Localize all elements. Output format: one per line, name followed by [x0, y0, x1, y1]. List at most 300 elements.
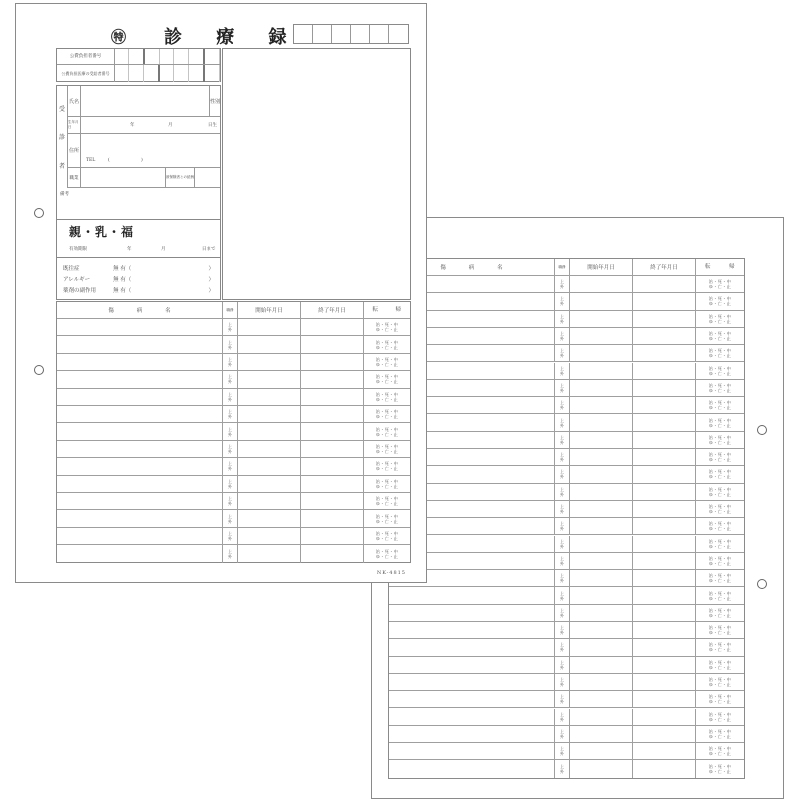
main-cell[interactable]: 上 外 [223, 371, 238, 387]
start-date-cell[interactable] [570, 518, 633, 534]
end-date-cell[interactable] [633, 363, 696, 379]
outcome-cell[interactable]: 治・死・中 ゆ・亡・止 [375, 339, 399, 350]
end-date-cell[interactable] [633, 639, 696, 655]
main-cell[interactable]: 上 外 [555, 484, 570, 500]
insurance-row[interactable] [57, 49, 220, 65]
table-row[interactable] [389, 536, 744, 553]
table-row[interactable] [389, 432, 744, 449]
table-row[interactable] [389, 657, 744, 674]
end-date-cell[interactable] [301, 389, 364, 405]
end-date-cell[interactable] [301, 406, 364, 422]
end-date-cell[interactable] [301, 319, 364, 335]
valid-period-label: 有効期限 [69, 247, 87, 252]
outcome-cell[interactable]: 治・死・中 ゆ・亡・止 [708, 728, 732, 739]
outcome-cell[interactable]: 治・死・中 ゆ・亡・止 [708, 382, 732, 393]
start-date-cell[interactable] [570, 570, 633, 586]
outcome-cell[interactable]: 治・死・中 ゆ・亡・止 [375, 443, 399, 454]
medical-history-section [56, 258, 221, 300]
table-row[interactable] [57, 389, 410, 406]
header-outcome: 転 帰 [704, 263, 735, 270]
start-date-cell[interactable] [238, 528, 301, 544]
start-date-cell[interactable] [570, 501, 633, 517]
table-header [57, 302, 410, 319]
outcome-cell[interactable]: 治・死・中 ゆ・亡・止 [375, 374, 399, 385]
main-cell[interactable]: 上 外 [555, 276, 570, 292]
table-row[interactable] [389, 345, 744, 362]
header-end-date: 終了年月日 [633, 259, 696, 275]
table-row[interactable] [57, 545, 410, 562]
side-effect-label: 薬剤の副作用 [63, 288, 97, 294]
start-date-cell[interactable] [238, 406, 301, 422]
insurance-row[interactable] [57, 65, 220, 82]
table-row[interactable] [389, 518, 744, 535]
birthdate-row[interactable] [68, 117, 220, 134]
table-row[interactable] [57, 458, 410, 475]
start-date-cell[interactable] [570, 276, 633, 292]
main-cell[interactable]: 上 外 [223, 510, 238, 526]
start-date-cell[interactable] [570, 639, 633, 655]
disease-name-cell[interactable] [389, 760, 555, 777]
start-date-cell[interactable] [238, 371, 301, 387]
name-row[interactable] [68, 86, 220, 117]
main-cell[interactable]: 上 外 [555, 397, 570, 413]
header-outcome: 転 帰 [372, 306, 402, 313]
punch-hole [34, 208, 44, 218]
main-cell[interactable]: 上 外 [223, 476, 238, 492]
main-cell[interactable]: 上 外 [223, 441, 238, 457]
start-date-cell[interactable] [570, 328, 633, 344]
end-date-cell[interactable] [633, 501, 696, 517]
start-date-cell[interactable] [238, 319, 301, 335]
main-cell[interactable]: 上 外 [223, 354, 238, 370]
punch-hole [757, 425, 767, 435]
table-row[interactable] [57, 510, 410, 527]
main-cell[interactable]: 上 外 [223, 528, 238, 544]
outcome-cell[interactable]: 治・死・中 ゆ・亡・止 [375, 461, 399, 472]
punch-hole [757, 579, 767, 589]
table-row[interactable] [389, 293, 744, 310]
main-cell[interactable]: 上 外 [555, 639, 570, 655]
end-date-cell[interactable] [301, 476, 364, 492]
start-date-cell[interactable] [570, 432, 633, 448]
outcome-cell[interactable]: 治・死・中 ゆ・亡・止 [375, 409, 399, 420]
outcome-cell[interactable]: 治・死・中 ゆ・亡・止 [375, 478, 399, 489]
main-cell[interactable]: 上 外 [555, 657, 570, 673]
end-date-cell[interactable] [633, 674, 696, 690]
disease-name-cell[interactable] [389, 726, 555, 742]
main-cell[interactable]: 上 外 [555, 709, 570, 725]
start-date-cell[interactable] [570, 363, 633, 379]
rare-disease-section [56, 220, 221, 258]
main-cell[interactable]: 上 外 [223, 493, 238, 509]
start-date-cell[interactable] [570, 691, 633, 707]
end-date-cell[interactable] [633, 726, 696, 742]
start-date-cell[interactable] [570, 605, 633, 621]
main-cell[interactable]: 上 外 [555, 674, 570, 690]
end-date-cell[interactable] [301, 423, 364, 439]
start-date-cell[interactable] [570, 380, 633, 396]
start-date-cell[interactable] [238, 354, 301, 370]
main-cell[interactable]: 上 外 [555, 691, 570, 707]
disease-table-front [56, 301, 411, 563]
main-cell[interactable]: 上 外 [223, 423, 238, 439]
end-date-cell[interactable] [301, 510, 364, 526]
clinical-notes-box[interactable] [222, 48, 411, 300]
start-date-cell[interactable] [238, 545, 301, 562]
outcome-cell[interactable]: 治・死・中 ゆ・亡・止 [708, 313, 732, 324]
start-date-cell[interactable] [570, 449, 633, 465]
outcome-cell[interactable]: 治・死・中 ゆ・亡・止 [708, 694, 732, 705]
end-date-cell[interactable] [633, 276, 696, 292]
disease-name-cell[interactable] [57, 441, 223, 457]
front-page [15, 3, 427, 583]
start-date-cell[interactable] [238, 493, 301, 509]
end-date-cell[interactable] [633, 536, 696, 552]
end-date-cell[interactable] [633, 760, 696, 777]
end-date-cell[interactable] [633, 570, 696, 586]
table-row[interactable] [57, 406, 410, 423]
month-label: 月 [161, 247, 166, 252]
disease-name-cell[interactable] [57, 319, 223, 335]
table-row[interactable] [57, 476, 410, 493]
main-cell[interactable]: 上 外 [555, 432, 570, 448]
tel-paren-open: ( [108, 158, 110, 163]
start-date-cell[interactable] [238, 389, 301, 405]
outcome-cell[interactable]: 治・死・中 ゆ・亡・止 [708, 659, 732, 670]
start-date-cell[interactable] [238, 441, 301, 457]
tel-paren-close: ) [141, 158, 143, 163]
outcome-cell[interactable]: 治・死・中 ゆ・亡・止 [708, 607, 732, 618]
main-cell[interactable]: 上 外 [555, 605, 570, 621]
outcome-cell[interactable]: 治・死・中 ゆ・亡・止 [708, 348, 732, 359]
end-date-cell[interactable] [633, 397, 696, 413]
end-date-cell[interactable] [301, 336, 364, 352]
allergy-row[interactable] [63, 275, 214, 285]
table-row[interactable] [389, 691, 744, 708]
disease-name-cell[interactable] [57, 371, 223, 387]
rare-disease-title: 親・乳・福 [69, 225, 135, 239]
start-date-cell[interactable] [570, 622, 633, 638]
disease-name-cell[interactable] [389, 639, 555, 655]
record-number-boxes[interactable] [293, 24, 409, 44]
outcome-cell[interactable]: 治・死・中 ゆ・亡・止 [708, 521, 732, 532]
outcome-cell[interactable]: 治・死・中 ゆ・亡・止 [708, 296, 732, 307]
side-effect-close: ） [208, 288, 214, 294]
end-date-cell[interactable] [301, 545, 364, 562]
outcome-cell[interactable]: 治・死・中 ゆ・亡・止 [708, 400, 732, 411]
table-row[interactable] [57, 371, 410, 388]
outcome-cell[interactable]: 治・死・中 ゆ・亡・止 [375, 530, 399, 541]
outcome-cell[interactable]: 治・死・中 ゆ・亡・止 [708, 677, 732, 688]
main-cell[interactable]: 上 外 [555, 587, 570, 603]
patient-info [56, 85, 221, 220]
start-date-cell[interactable] [238, 423, 301, 439]
main-cell[interactable]: 上 外 [555, 760, 570, 777]
outcome-cell[interactable]: 治・死・中 ゆ・亡・止 [375, 548, 399, 559]
end-date-cell[interactable] [633, 484, 696, 500]
start-date-cell[interactable] [238, 476, 301, 492]
outcome-cell[interactable]: 治・死・中 ゆ・亡・止 [708, 555, 732, 566]
outcome-cell[interactable]: 治・死・中 ゆ・亡・止 [375, 322, 399, 333]
table-row[interactable] [389, 760, 744, 777]
table-row[interactable] [389, 363, 744, 380]
outcome-cell[interactable]: 治・死・中 ゆ・亡・止 [708, 590, 732, 601]
main-cell[interactable]: 上 外 [223, 458, 238, 474]
table-row[interactable] [389, 380, 744, 397]
end-date-cell[interactable] [633, 311, 696, 327]
main-cell[interactable]: 上 外 [555, 380, 570, 396]
outcome-cell[interactable]: 治・死・中 ゆ・亡・止 [708, 365, 732, 376]
end-date-cell[interactable] [301, 354, 364, 370]
allergy-choice: 無 有（ [113, 277, 132, 283]
address-label: 住所 [68, 134, 81, 167]
start-date-cell[interactable] [238, 510, 301, 526]
history-label: 既往症 [63, 266, 80, 272]
start-date-cell[interactable] [570, 345, 633, 361]
disease-name-cell[interactable] [57, 354, 223, 370]
end-date-cell[interactable] [301, 371, 364, 387]
table-row[interactable] [57, 528, 410, 545]
outcome-cell[interactable]: 治・死・中 ゆ・亡・止 [375, 513, 399, 524]
start-date-cell[interactable] [238, 458, 301, 474]
insurance-table [56, 48, 221, 82]
side-effect-choice: 無 有（ [113, 288, 132, 294]
end-date-cell[interactable] [633, 743, 696, 759]
end-date-cell[interactable] [301, 493, 364, 509]
table-row[interactable] [389, 414, 744, 431]
end-date-cell[interactable] [633, 587, 696, 603]
table-row[interactable] [57, 423, 410, 440]
sex-label: 性別 [209, 86, 220, 116]
disease-name-cell[interactable] [389, 709, 555, 725]
table-row[interactable] [57, 354, 410, 371]
table-row[interactable] [389, 639, 744, 656]
disease-name-cell[interactable] [389, 605, 555, 621]
disease-name-cell[interactable] [57, 545, 223, 562]
main-cell[interactable]: 上 外 [223, 336, 238, 352]
main-cell[interactable]: 上 外 [555, 553, 570, 569]
outcome-cell[interactable]: 治・死・中 ゆ・亡・止 [708, 279, 732, 290]
end-date-cell[interactable] [301, 528, 364, 544]
outcome-cell[interactable]: 治・死・中 ゆ・亡・止 [708, 504, 732, 515]
table-row[interactable] [389, 622, 744, 639]
table-row[interactable] [389, 328, 744, 345]
outcome-cell[interactable]: 治・死・中 ゆ・亡・止 [708, 746, 732, 757]
table-row[interactable] [389, 726, 744, 743]
end-date-cell[interactable] [633, 414, 696, 430]
outcome-cell[interactable]: 治・死・中 ゆ・亡・止 [708, 625, 732, 636]
table-row[interactable] [389, 553, 744, 570]
disease-name-cell[interactable] [57, 528, 223, 544]
main-cell[interactable]: 上 外 [555, 501, 570, 517]
outcome-cell[interactable]: 治・死・中 ゆ・亡・止 [708, 642, 732, 653]
start-date-cell[interactable] [570, 743, 633, 759]
main-cell[interactable]: 上 外 [555, 536, 570, 552]
start-date-cell[interactable] [570, 657, 633, 673]
disease-name-cell[interactable] [389, 622, 555, 638]
table-row[interactable] [389, 397, 744, 414]
main-cell[interactable]: 上 外 [555, 293, 570, 309]
start-date-cell[interactable] [570, 466, 633, 482]
end-date-cell[interactable] [633, 605, 696, 621]
main-cell[interactable]: 上 外 [555, 345, 570, 361]
outcome-cell[interactable]: 治・死・中 ゆ・亡・止 [708, 331, 732, 342]
start-date-cell[interactable] [570, 293, 633, 309]
disease-name-cell[interactable] [57, 406, 223, 422]
end-date-cell[interactable] [633, 380, 696, 396]
form-code: NK-4815 [376, 570, 406, 576]
year-label: 年 [130, 123, 135, 128]
disease-name-cell[interactable] [389, 691, 555, 707]
history-close: ） [208, 266, 214, 272]
outcome-cell[interactable]: 治・死・中 ゆ・亡・止 [375, 391, 399, 402]
disease-name-cell[interactable] [57, 476, 223, 492]
start-date-cell[interactable] [570, 674, 633, 690]
table-row[interactable] [389, 276, 744, 293]
outcome-cell[interactable]: 治・死・中 ゆ・亡・止 [708, 486, 732, 497]
disease-name-cell[interactable] [389, 674, 555, 690]
main-cell[interactable]: 上 外 [223, 545, 238, 562]
end-date-cell[interactable] [633, 345, 696, 361]
end-date-cell[interactable] [633, 691, 696, 707]
outcome-cell[interactable]: 治・死・中 ゆ・亡・止 [708, 538, 732, 549]
table-row[interactable] [389, 501, 744, 518]
outcome-cell[interactable]: 治・死・中 ゆ・亡・止 [708, 452, 732, 463]
until-label: 日まで [202, 247, 216, 252]
allergy-close: ） [208, 277, 214, 283]
disease-table-back [388, 258, 745, 779]
table-row[interactable] [389, 674, 744, 691]
main-cell[interactable]: 上 外 [555, 363, 570, 379]
disease-name-cell[interactable] [57, 510, 223, 526]
table-row[interactable] [57, 493, 410, 510]
main-cell[interactable]: 上 外 [555, 449, 570, 465]
end-date-cell[interactable] [633, 657, 696, 673]
end-date-cell[interactable] [633, 432, 696, 448]
disease-name-cell[interactable] [57, 389, 223, 405]
start-date-cell[interactable] [238, 336, 301, 352]
table-row[interactable] [389, 466, 744, 483]
end-date-cell[interactable] [633, 709, 696, 725]
end-date-cell[interactable] [301, 458, 364, 474]
outcome-cell[interactable]: 治・死・中 ゆ・亡・止 [708, 469, 732, 480]
outcome-cell[interactable]: 治・死・中 ゆ・亡・止 [708, 764, 732, 775]
punch-hole [34, 365, 44, 375]
end-date-cell[interactable] [301, 441, 364, 457]
outcome-cell[interactable]: 治・死・中 ゆ・亡・止 [708, 434, 732, 445]
day-label: 日生 [208, 123, 217, 128]
table-row[interactable] [57, 336, 410, 353]
table-row[interactable] [57, 319, 410, 336]
disease-name-cell[interactable] [57, 423, 223, 439]
end-date-cell[interactable] [633, 449, 696, 465]
address-row[interactable] [68, 134, 220, 168]
main-cell[interactable]: 上 外 [555, 414, 570, 430]
start-date-cell[interactable] [570, 726, 633, 742]
header-main: 職務 [555, 259, 570, 275]
occupation-row[interactable] [68, 168, 220, 188]
main-cell[interactable]: 上 外 [555, 466, 570, 482]
end-date-cell[interactable] [633, 293, 696, 309]
remarks-label: 備考 [60, 192, 69, 197]
main-cell[interactable]: 上 外 [555, 743, 570, 759]
start-date-cell[interactable] [570, 414, 633, 430]
disease-name-cell[interactable] [389, 743, 555, 759]
start-date-cell[interactable] [570, 760, 633, 777]
end-date-cell[interactable] [633, 328, 696, 344]
outcome-cell[interactable]: 治・死・中 ゆ・亡・止 [708, 417, 732, 428]
outcome-cell[interactable]: 治・死・中 ゆ・亡・止 [708, 573, 732, 584]
start-date-cell[interactable] [570, 587, 633, 603]
outcome-cell[interactable]: 治・死・中 ゆ・亡・止 [375, 496, 399, 507]
outcome-cell[interactable]: 治・死・中 ゆ・亡・止 [375, 356, 399, 367]
header-start-date: 開始年月日 [238, 302, 301, 318]
insurance-label: 公費負担医療の受給者番号 [57, 65, 115, 82]
header-main: 職務 [223, 302, 238, 318]
main-cell[interactable]: 上 外 [555, 311, 570, 327]
table-row[interactable] [389, 709, 744, 726]
start-date-cell[interactable] [570, 709, 633, 725]
header-start-date: 開始年月日 [570, 259, 633, 275]
history-row[interactable] [63, 264, 214, 274]
header-disease-name: 傷 病 名 [57, 302, 223, 318]
page-title: 診 療 録 [164, 27, 301, 48]
disease-name-cell[interactable] [389, 657, 555, 673]
outcome-cell[interactable]: 治・死・中 ゆ・亡・止 [708, 711, 732, 722]
start-date-cell[interactable] [570, 397, 633, 413]
main-cell[interactable]: 上 外 [555, 726, 570, 742]
disease-name-cell[interactable] [389, 587, 555, 603]
main-cell[interactable]: 上 外 [555, 328, 570, 344]
insurance-label: 公費負担者番号 [57, 49, 115, 64]
disease-name-cell[interactable] [57, 458, 223, 474]
table-header [389, 259, 744, 276]
table-row[interactable] [389, 605, 744, 622]
birthdate-label: 生年月日 [68, 117, 81, 133]
main-cell[interactable]: 上 外 [555, 518, 570, 534]
table-row[interactable] [389, 449, 744, 466]
end-date-cell[interactable] [633, 553, 696, 569]
side-effect-row[interactable] [63, 286, 214, 296]
outcome-cell[interactable]: 治・死・中 ゆ・亡・止 [375, 426, 399, 437]
start-date-cell[interactable] [570, 553, 633, 569]
table-row[interactable] [389, 311, 744, 328]
main-cell[interactable]: 上 外 [223, 389, 238, 405]
table-row[interactable] [389, 743, 744, 760]
main-cell[interactable]: 上 外 [223, 319, 238, 335]
disease-name-cell[interactable] [57, 336, 223, 352]
end-date-cell[interactable] [633, 466, 696, 482]
table-row[interactable] [389, 484, 744, 501]
disease-name-cell[interactable] [57, 493, 223, 509]
special-mark: ㊕ [111, 28, 127, 46]
tel-label: TEL [86, 158, 96, 163]
table-row[interactable] [389, 570, 744, 587]
end-date-cell[interactable] [633, 518, 696, 534]
start-date-cell[interactable] [570, 484, 633, 500]
start-date-cell[interactable] [570, 536, 633, 552]
end-date-cell[interactable] [633, 622, 696, 638]
header-disease-name: 傷 病 名 [389, 259, 555, 275]
occupation-label: 職業 [68, 168, 81, 187]
allergy-label: アレルギー [63, 277, 91, 283]
main-cell[interactable]: 上 外 [223, 406, 238, 422]
table-row[interactable] [389, 587, 744, 604]
main-cell[interactable]: 上 外 [555, 570, 570, 586]
main-cell[interactable]: 上 外 [555, 622, 570, 638]
table-row[interactable] [57, 441, 410, 458]
start-date-cell[interactable] [570, 311, 633, 327]
